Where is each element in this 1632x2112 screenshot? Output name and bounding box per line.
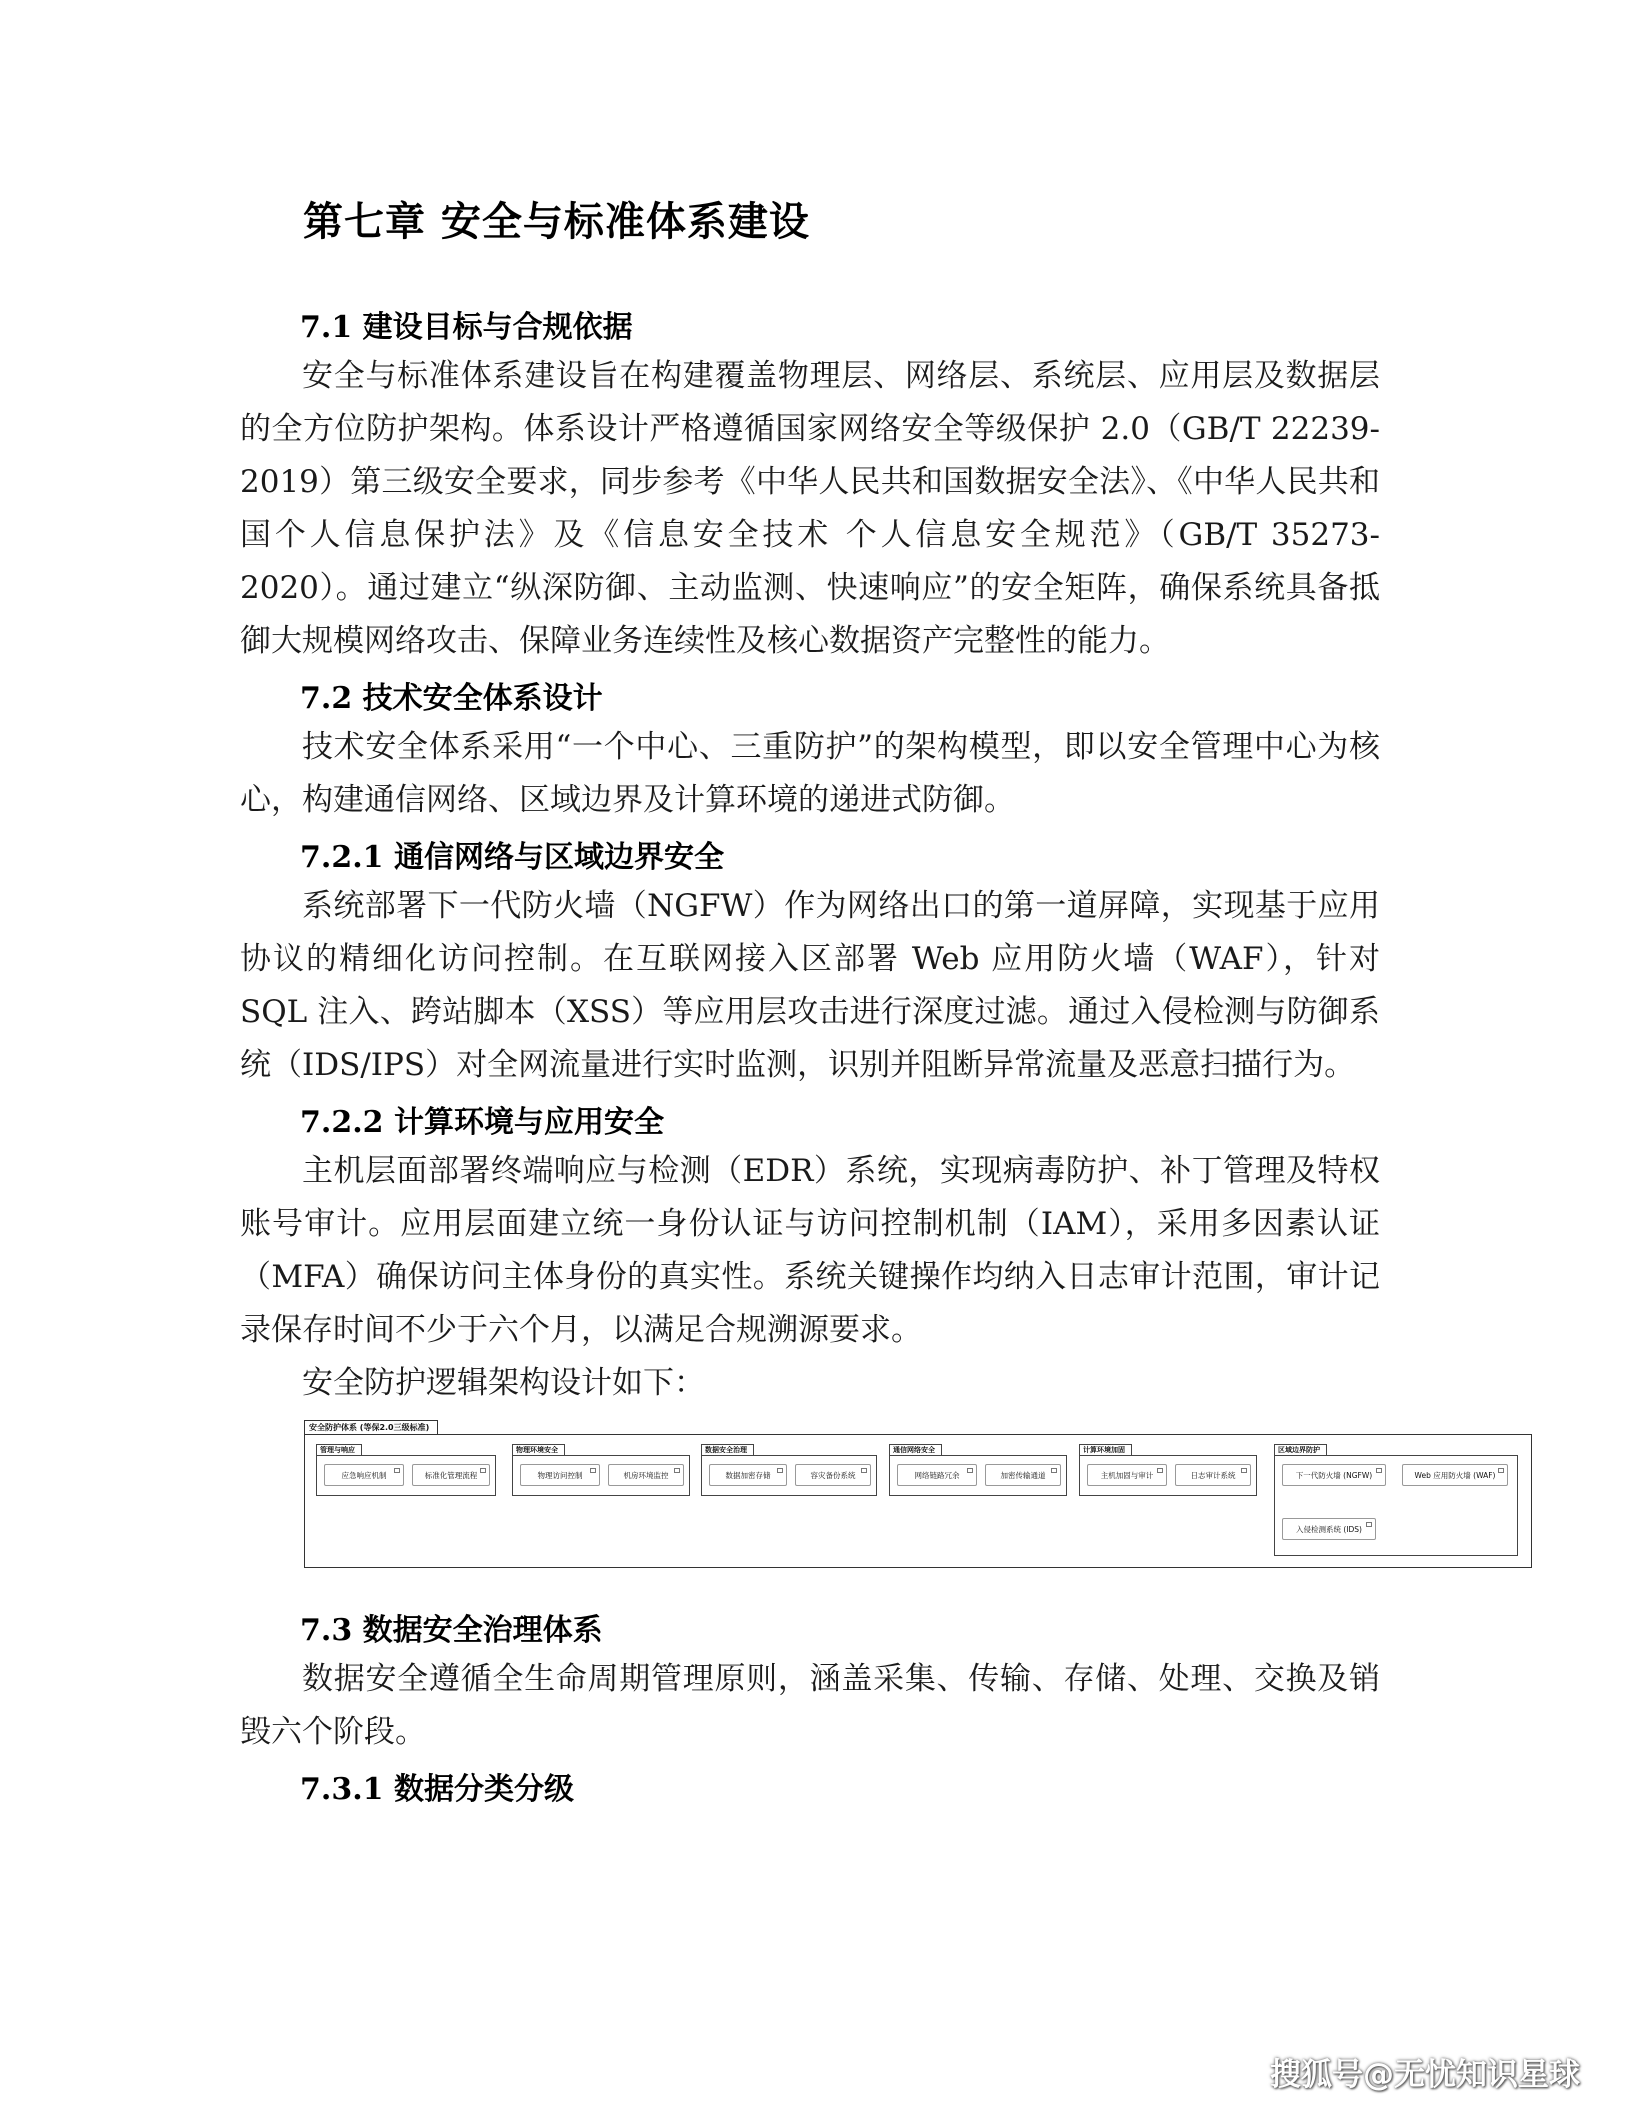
diagram-component: 物理访问控制 — [520, 1464, 600, 1486]
section-7-1-body: 安全与标准体系建设旨在构建覆盖物理层、网络层、系统层、应用层及数据层的全方位防护架构。体系设计严格遵循国家网络安全等级保护 2.0（GB/T 22239-2019）第三级安全要求，同步参考《中华人民共和国数据安全法》、《中华人民共和国个人信息保护法》及《信息安全技术 个人信息安全规范》（GB/T 35273-2020）。通过建立“纵深防御、主动监测、快速响应”的安全矩阵，确保系统具备抵御大规模网络攻击、保障业务连续性及核心数据资产完整性的能力。 — [240, 358, 1380, 659]
component-icon — [777, 1468, 783, 1473]
group-title: 数据安全治理 — [701, 1444, 754, 1456]
diagram-component: 数据加密存储 — [709, 1464, 787, 1486]
diagram-group-management — [316, 1444, 496, 1496]
diagram-intro: 安全防护逻辑架构设计如下： — [302, 1365, 705, 1401]
section-7-3-heading: 7.3 数据安全治理体系 — [300, 1613, 603, 1648]
component-icon — [1157, 1468, 1163, 1473]
section-7-2-1-body: 系统部署下一代防火墙（NGFW）作为网络出口的第一道屏障，实现基于应用协议的精细化访问控制。在互联网接入区部署 Web 应用防火墙（WAF），针对 SQL 注入、跨站脚本（XSS）等应用层攻击进行深度过滤。通过入侵检测与防御系统（IDS/IPS）对全网流量进行实时监测，识别并阻断异常流量及恶意扫描行为。 — [240, 888, 1380, 1083]
section-7-2-2-body: 主机层面部署终端响应与检测（EDR）系统，实现病毒防护、补丁管理及特权账号审计。应用层面建立统一身份认证与访问控制机制（IAM），采用多因素认证（MFA）确保访问主体身份的真实性。系统关键操作均纳入日志审计范围，审计记录保存时间不少于六个月，以满足合规溯源要求。 — [240, 1153, 1380, 1348]
group-title: 物理环境安全 — [512, 1444, 565, 1456]
diagram-component: 机房环境监控 — [608, 1464, 684, 1486]
diagram-component: 入侵检测系统 (IDS) — [1282, 1518, 1376, 1540]
security-architecture-diagram — [304, 1420, 1532, 1568]
section-7-2-1-heading: 7.2.1 通信网络与区域边界安全 — [300, 840, 724, 875]
component-icon — [1376, 1468, 1382, 1473]
section-7-2-heading: 7.2 技术安全体系设计 — [300, 681, 603, 716]
diagram-group-network — [889, 1444, 1067, 1496]
component-icon — [590, 1468, 596, 1473]
diagram-component: 下一代防火墙 (NGFW) — [1282, 1464, 1386, 1486]
watermark-text: 搜狐号@无忧知识星球 — [1270, 2057, 1580, 2093]
component-icon — [480, 1468, 486, 1473]
group-title: 计算环境加固 — [1079, 1444, 1132, 1456]
group-title: 区域边界防护 — [1274, 1444, 1327, 1456]
section-7-1-heading: 7.1 建设目标与合规依据 — [300, 310, 633, 345]
diagram-component: 日志审计系统 — [1175, 1464, 1251, 1486]
group-title: 通信网络安全 — [889, 1444, 942, 1456]
diagram-component: 网络链路冗余 — [897, 1464, 977, 1486]
section-7-3-1-heading: 7.3.1 数据分类分级 — [300, 1772, 574, 1807]
component-icon — [394, 1468, 400, 1473]
section-7-2-2-heading: 7.2.2 计算环境与应用安全 — [300, 1105, 664, 1140]
diagram-component: Web 应用防火墙 (WAF) — [1402, 1464, 1508, 1486]
component-icon — [967, 1468, 973, 1473]
diagram-title: 安全防护体系 (等保2.0三级标准) — [304, 1420, 438, 1435]
diagram-component: 标准化管理流程 — [412, 1464, 490, 1486]
diagram-component: 应急响应机制 — [324, 1464, 404, 1486]
component-icon — [1366, 1522, 1372, 1527]
diagram-group-compute — [1079, 1444, 1257, 1496]
chapter-title: 第七章 安全与标准体系建设 — [303, 199, 810, 245]
diagram-component: 容灾备份系统 — [795, 1464, 871, 1486]
component-icon — [1498, 1468, 1504, 1473]
diagram-group-data — [701, 1444, 877, 1496]
component-icon — [674, 1468, 680, 1473]
diagram-component: 加密传输通道 — [985, 1464, 1061, 1486]
component-icon — [1051, 1468, 1057, 1473]
diagram-group-physical — [512, 1444, 690, 1496]
section-7-3-body: 数据安全遵循全生命周期管理原则，涵盖采集、传输、存储、处理、交换及销毁六个阶段。 — [240, 1661, 1380, 1750]
component-icon — [1241, 1468, 1247, 1473]
section-7-2-body: 技术安全体系采用“一个中心、三重防护”的架构模型，即以安全管理中心为核心，构建通信网络、区域边界及计算环境的递进式防御。 — [240, 729, 1380, 818]
diagram-group-boundary — [1274, 1444, 1518, 1556]
diagram-component: 主机加固与审计 — [1087, 1464, 1167, 1486]
group-title: 管理与响应 — [316, 1444, 362, 1456]
component-icon — [861, 1468, 867, 1473]
